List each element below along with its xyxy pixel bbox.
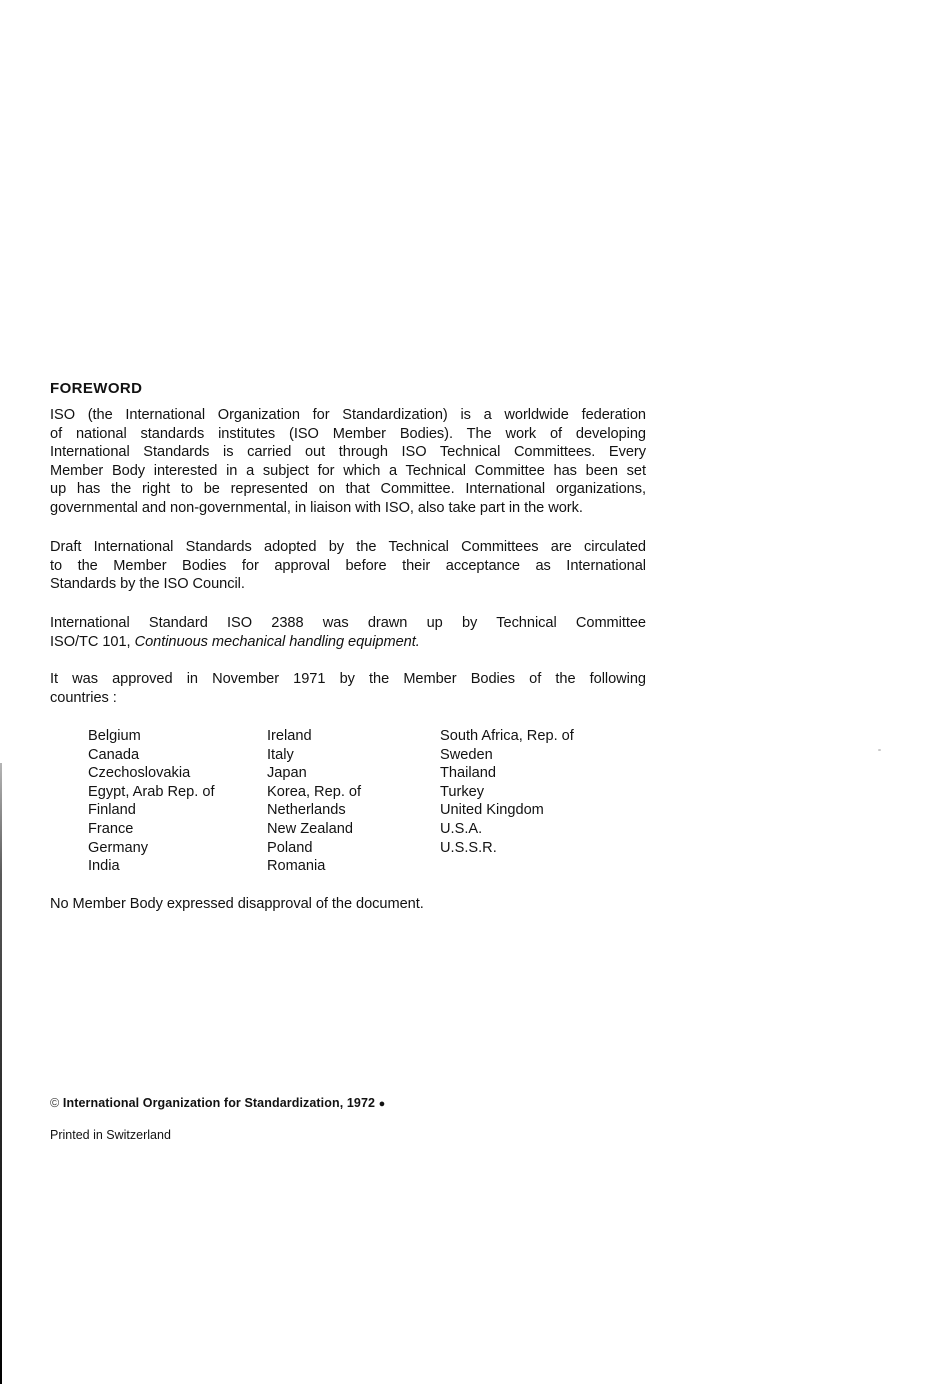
country-item: Ireland <box>267 728 312 744</box>
end-bullet-icon: ● <box>378 1098 386 1110</box>
copyright-line <box>50 1096 385 1110</box>
country-item: India <box>88 858 120 875</box>
copyright-text: International Organization for Standardization, 1972 <box>62 1096 376 1110</box>
country-item: Belgium <box>88 728 141 744</box>
text-line: governmental and non-governmental, in liaison with ISO, also take part in the work. <box>50 499 583 516</box>
country-item: France <box>88 820 134 837</box>
country-item: Czechoslovakia <box>88 765 191 782</box>
scan-edge-artifact <box>0 763 2 1384</box>
country-column-2 <box>267 727 361 876</box>
country-item: Korea, Rep. of <box>267 783 362 800</box>
committee-title-italic: Continuous mechanical handling equipment. <box>134 633 420 650</box>
country-item: U.S.S.R. <box>440 839 497 856</box>
country-item: United Kingdom <box>440 802 544 819</box>
country-item: Japan <box>267 765 307 782</box>
country-item: New Zealand <box>267 820 353 837</box>
country-item: Finland <box>88 802 136 819</box>
foreword-heading: FOREWORD <box>50 380 143 397</box>
text-line: of national standards institutes (ISO Member Bodies). The work of developing <box>50 425 646 442</box>
text-line: Standards by the ISO Council. <box>50 576 245 593</box>
text-line <box>50 633 646 652</box>
country-item: South Africa, Rep. of <box>440 728 574 744</box>
country-item: Turkey <box>440 783 485 800</box>
text-line: ISO (the International Organization for Standardization) is a worldwide federation <box>50 407 646 423</box>
text-line: to the Member Bodies for approval before their acceptance as International <box>50 557 646 574</box>
country-item: U.S.A. <box>440 820 483 837</box>
country-item: Egypt, Arab Rep. of <box>88 783 215 800</box>
paragraph-draft-standards <box>50 538 646 594</box>
country-item: Thailand <box>440 765 496 782</box>
copyright-icon: © <box>50 1096 60 1110</box>
country-item: Italy <box>267 746 294 763</box>
text-line: International Standard ISO 2388 was drawn up by Technical Committee <box>50 615 646 631</box>
country-item: Romania <box>267 858 326 875</box>
country-item: Germany <box>88 839 149 856</box>
country-item: Netherlands <box>267 802 346 819</box>
text-line: International Standards is carried out through ISO Technical Committees. Every <box>50 444 646 461</box>
printed-note: Printed in Switzerland <box>50 1128 171 1142</box>
country-item: Sweden <box>440 746 493 763</box>
closing-note: No Member Body expressed disapproval of the document. <box>50 896 424 912</box>
country-column-3 <box>440 727 574 857</box>
country-item: Canada <box>88 746 140 763</box>
country-column-1 <box>88 727 215 876</box>
country-item: Poland <box>267 839 313 856</box>
text-line: countries : <box>50 689 117 706</box>
text-line: Member Body interested in a subject for which a Technical Committee has been set <box>50 462 646 479</box>
paragraph-iso-description <box>50 406 646 518</box>
committee-reference: ISO/TC 101, <box>50 633 131 650</box>
text-line: Draft International Standards adopted by the Technical Committees are circulated <box>50 539 646 555</box>
paragraph-iso-2388 <box>50 614 646 651</box>
scan-speck-artifact <box>878 749 881 751</box>
paragraph-approval <box>50 670 646 707</box>
text-line: up has the right to be represented on that Committee. International organizations, <box>50 481 646 498</box>
text-line: It was approved in November 1971 by the Member Bodies of the following <box>50 671 646 687</box>
